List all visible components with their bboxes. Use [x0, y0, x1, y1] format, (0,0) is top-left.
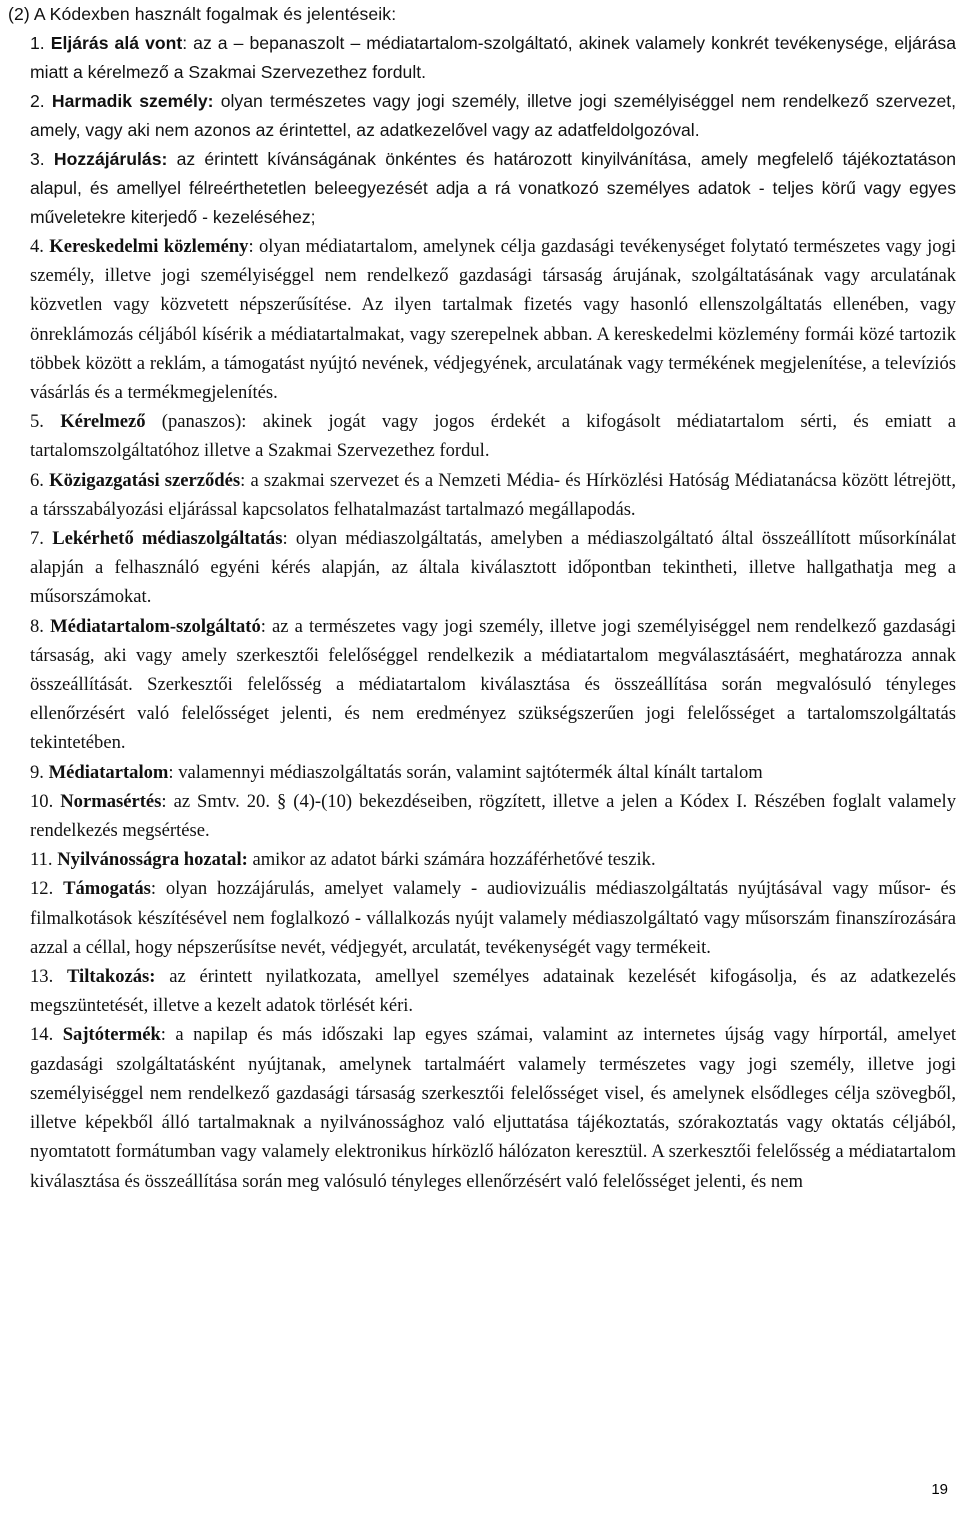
definition-5: [30, 407, 956, 465]
definition-7: 7. Lekérhető médiaszolgáltatás: olyan médiaszolgáltatás, amelyben a médiaszolgáltató által összeállított műsorkínálat alapján a felhasználó egyéni kérés alapján, az általa kiválasztott időpontban tekintheti, illetve hallgathatja meg a műsorszámokat.: [30, 528, 956, 608]
section-heading: (2) A Kódexben használt fogalmak és jelentéseik:: [8, 4, 397, 24]
definition-10: 10. Normasértés: az Smtv. 20. § (4)-(10) bekezdéseiben, rögzített, illetve a jelen a Kódex I. Részében foglalt valamely rendelkezés megsértése.: [30, 790, 956, 842]
item-number: 1.: [30, 33, 45, 53]
term: Normasértés: [60, 790, 162, 812]
item-number: 9.: [30, 761, 44, 783]
term: Közigazgatási szerződés: [49, 469, 241, 491]
item-number: 13.: [30, 966, 54, 988]
term: Harmadik személy:: [51, 91, 214, 111]
term: Sajtótermék: [62, 1024, 161, 1046]
definition-3: [30, 145, 956, 232]
definition-text: olyan hozzájárulás, amelyet valamely - audiovizuális médiaszolgáltatás nyújtásával vagy műsor- és filmalkotások készítésével nem foglalkozó - vállalkozás nyújt valamely médiaszolgáltató vagy műsorszám finanszírozására azzal a céllal, hogy népszerűsítse nevét, védjegyét, arculatát, tevékenységét vagy termékeit.: [30, 878, 957, 958]
item-number: 11.: [30, 849, 53, 871]
definition-text: olyan médiatartalom, amelynek célja gazdasági tevékenységet folytató természetes vagy jogi személy, illetve jogi személyiséggel nem rendelkező gazdasági társaság árujának, szolgáltatásának vagy arculatának közvetlen vagy közvetett népszerűsítése. Az ilyen tartalmak fizetés vagy hasonló ellenszolgáltatás ellenében, vagy önreklámozás céljából kísérik a médiatartalmakat, vagy szerepelnek abban. A kereskedelmi közlemény formái közé tartozik többek között a reklám, a támogatást nyújtó nevének, védjegyének, arculatának vagy termékének megjelenítése, a televíziós vásárlás és a termékmegjelenítés.: [30, 236, 956, 404]
definition-text: olyan természetes vagy jogi személy, illetve jogi személyiséggel nem rendelkező szervezet, amely, vagy aki nem azonos az érintettel, az adatkezelővel vagy az adatfeldolgozóval.: [30, 91, 957, 140]
definition-6: 6. Közigazgatási szerződés: a szakmai szervezet és a Nemzeti Média- és Hírközlési Hatóság Médiatanácsa között létrejött, a társszabályozási eljárással kapcsolatos felhatalmazást tartalmazó megállapodás.: [30, 469, 956, 520]
item-number: 14.: [30, 1024, 54, 1046]
term: Médiatartalom: [48, 761, 169, 783]
item-number: 4.: [30, 236, 44, 257]
item-number: 8.: [30, 615, 44, 637]
item-number: 10.: [30, 790, 54, 812]
item-number: 7.: [30, 528, 44, 550]
page-number: 19: [931, 1481, 948, 1498]
item-number: 5.: [30, 411, 44, 433]
item-number: 3.: [30, 149, 45, 169]
definition-13: [30, 962, 956, 1020]
definition-text: az érintett nyilatkozata, amellyel személyes adatainak kezelését kifogásolja, és az adatkezelés megszüntetését, illetve a kezelt adatok törlését kéri.: [30, 966, 956, 1017]
definition-11: [30, 845, 956, 874]
term: Tiltakozás:: [66, 966, 156, 988]
definition-text: az a természetes vagy jogi személy, illetve jogi személyiséggel nem rendelkező gazdasági társaság, aki vagy amely szerkesztői felelőséggel rendelkezik a médiatartalom megválasztásáért, meghatározza annak összeállítását. Szerkesztői felelősség a médiatartalom kiválasztása és összeállítása során megvalósuló tényleges ellenőrzésért való felelősséget jelenti, és nem eredményez szükségszerűen jogi felelősséget a tartalomszolgáltatás tekintetében.: [30, 615, 957, 754]
definition-text: valamennyi médiaszolgáltatás során, valamint sajtótermék által kínált tartalom: [173, 761, 763, 783]
definition-text: az a – bepanaszolt – médiatartalom-szolgáltató, akinek valamely konkrét tevékenysége, eljárása miatt a kérelmező a Szakmai Szervezethez fordult.: [30, 33, 956, 82]
definition-2: [30, 87, 956, 145]
term: Nyilvánosságra hozatal:: [57, 849, 248, 871]
term: Kereskedelmi közlemény: [49, 236, 249, 257]
definition-text: az érintett kívánságának önkéntes és határozott kinyilvánítása, amely megfelelő tájékoztatáson alapul, és amellyel félreérthetetlen beleegyezését adja a rá vonatkozó személyes adatok - teljes körű vagy egyes műveletekre kiterjedő - kezeléséhez;: [30, 149, 956, 227]
definition-1: 1. Eljárás alá vont: az a – bepanaszolt – médiatartalom-szolgáltató, akinek valamely konkrét tevékenysége, eljárása miatt a kérelmező a Szakmai Szervezethez fordult.: [30, 33, 956, 82]
definition-14: 14. Sajtótermék: a napilap és más időszaki lap egyes számai, valamint az internetes újság vagy hírportál, amelyet gazdasági szolgáltatásként nyújtanak, amelynek tartalmáért valamely természetes vagy jogi személy, illetve jogi személyiséggel nem rendelkező gazdasági társaság szerkesztői felelősséget visel, és amelynek elsődleges célja szövegből, illetve képekből álló tartalmaknak a nyilvánossághoz való eljuttatása tájékoztatás, szórakoztatás vagy oktatás céljából, nyomtatott formátumban vagy valamely elektronikus hírközlő hálózaton keresztül. A szerkesztői felelősség a médiatartalom kiválasztása és összeállítása során meg valósuló tényleges ellenőrzésért való felelősséget jelenti, és nem: [30, 1024, 956, 1192]
term: Eljárás alá vont: [50, 33, 183, 53]
definition-8: 8. Médiatartalom-szolgáltató: az a természetes vagy jogi személy, illetve jogi személyiséggel nem rendelkező gazdasági társaság, aki vagy amely szerkesztői felelőséggel rendelkezik a médiatartalom megválasztásáért, meghatározza annak összeállítását. Szerkesztői felelősség a médiatartalom kiválasztása és összeállítása során megvalósuló tényleges ellenőrzésért való felelősséget jelenti, és nem eredményez szükségszerűen jogi felelősséget a tartalomszolgáltatás tekintetében.: [30, 615, 957, 754]
item-number: 2.: [30, 91, 45, 111]
definition-text: olyan médiaszolgáltatás, amelyben a médiaszolgáltató által összeállított műsorkínálat alapján a felhasználó egyéni kérés alapján, az általa kiválasztott időpontban tekintheti, illetve hallgathatja meg a műsorszámokat.: [30, 528, 956, 608]
item-number: 12.: [30, 878, 54, 900]
definition-text: (panaszos): akinek jogát vagy jogos érdekét a kifogásolt médiatartalom sérti, és emiatt a tartalomszolgáltatóhoz illetve a Szakmai Szervezethez fordul.: [30, 411, 956, 462]
definition-9: 9. Médiatartalom: valamennyi médiaszolgáltatás során, valamint sajtótermék által kínált tartalom: [30, 761, 763, 783]
term: Hozzájárulás:: [53, 149, 168, 169]
definition-text: a szakmai szervezet és a Nemzeti Média- és Hírközlési Hatóság Médiatanácsa között létrejött, a társszabályozási eljárással kapcsolatos felhatalmazást tartalmazó megállapodás.: [30, 469, 956, 520]
term: Lekérhető médiaszolgáltatás: [52, 528, 283, 550]
term: Kérelmező: [60, 411, 146, 433]
term: Támogatás: [63, 878, 151, 900]
definition-text: amikor az adatot bárki számára hozzáférhetővé teszik.: [247, 849, 656, 871]
definition-text: a napilap és más időszaki lap egyes számai, valamint az internetes újság vagy hírportál, amelyet gazdasági szolgáltatásként nyújtanak, amelynek tartalmáért valamely természetes vagy jogi személy, illetve jogi személyiséggel nem rendelkező gazdasági társaság szerkesztői felelősséget visel, és amelynek elsődleges célja szövegből, illetve képekből álló tartalmaknak a nyilvánossághoz való eljuttatása tájékoztatás, szórakoztatás vagy oktatás céljából, nyomtatott formátumban vagy valamely elektronikus hírközlő hálózaton keresztül. A szerkesztői felelősség a médiatartalom kiválasztása és összeállítása során meg valósuló tényleges ellenőrzésért való felelősséget jelenti, és nem: [30, 1024, 956, 1192]
definition-4: 4. Kereskedelmi közlemény: olyan médiatartalom, amelynek célja gazdasági tevékenységet folytató természetes vagy jogi személy, illetve jogi személyiséggel nem rendelkező gazdasági társaság árujának, szolgáltatásának vagy arculatának közvetlen vagy közvetett népszerűsítése. Az ilyen tartalmak fizetés vagy hasonló ellenszolgáltatás ellenében, vagy önreklámozás céljából kísérik a médiatartalmakat, vagy szerepelnek abban. A kereskedelmi közlemény formái közé tartozik többek között a reklám, a támogatást nyújtó nevének, védjegyének, arculatának vagy termékének megjelenítése, a televíziós vásárlás és a termékmegjelenítés.: [30, 236, 956, 404]
item-number: 6.: [30, 469, 44, 491]
definition-text: az Smtv. 20. § (4)-(10) bekezdéseiben, rögzített, illetve a jelen a Kódex I. Részében foglalt valamely rendelkezés megsértése.: [30, 790, 956, 842]
definition-12: 12. Támogatás: olyan hozzájárulás, amelyet valamely - audiovizuális médiaszolgáltatás nyújtásával vagy műsor- és filmalkotások készítésével nem foglalkozó - vállalkozás nyújt valamely médiaszolgáltató vagy műsorszám finanszírozására azzal a céllal, hogy népszerűsítse nevét, védjegyét, arculatát, tevékenységét vagy termékeit.: [30, 878, 957, 958]
term: Médiatartalom-szolgáltató: [50, 615, 261, 637]
